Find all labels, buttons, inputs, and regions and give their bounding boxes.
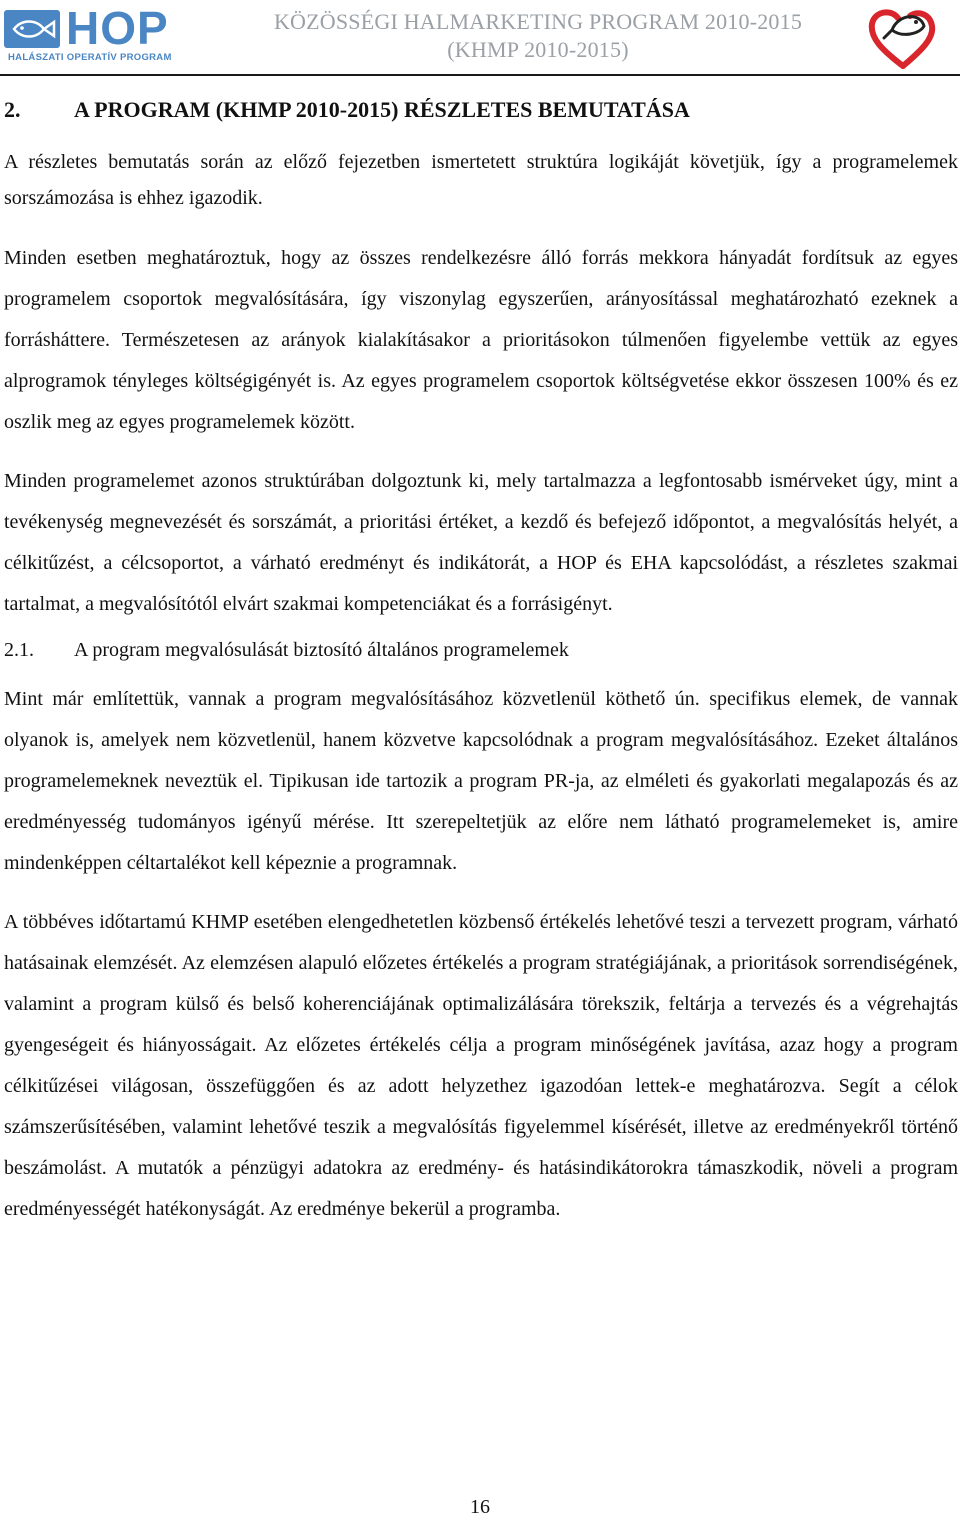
hop-logo-subtitle: HALÁSZATI OPERATÍV PROGRAM	[8, 52, 172, 63]
subsection-number: 2.1.	[4, 639, 34, 661]
header-title-line1: KÖZÖSSÉGI HALMARKETING PROGRAM 2010-2015	[273, 9, 803, 34]
fish-icon	[4, 10, 60, 48]
paragraph: A többéves időtartamú KHMP esetében elengedhetetlen közbenső értékelés lehetővé teszi a tervezett program, várható hatásainak elemzését. Az elemzésen alapuló előzetes értékelés a program stratégiájának, a prioritások sorrendiségének, valamint a program külső és belső koherenciájának optimalizálására törekszik, feltárja a tervezés és a végrehajtás gyengeségeit és hiányosságait. Az előzetes értékelés célja a program minőségének javítása, azaz hogy a program célkitűzései világosan, összefüggően és az adott helyzethez igazodóan lettek-e meghatározva. Segít a célok számszerűsítésében, valamint lehetővé teszik a megvalósítás figyelemmel kísérését, illetve az eredményekről történő beszámolást. A mutatók a pénzügyi adatokra az eredmény- és hatásindikátorokra támaszkodik, növeli a program eredményességét hatékonyságát. Az eredménye bekerül a programba.	[4, 911, 958, 1220]
section-number: 2.	[4, 97, 21, 122]
page-content	[4, 96, 958, 1248]
fish-heart-logo-icon	[862, 4, 944, 70]
page-header	[0, 0, 960, 72]
paragraph: Mint már említettük, vannak a program megvalósításához közvetlenül köthető ún. specifikus elemek, de vannak olyanok is, amelyek nem közvetlenül, hanem közvetve kapcsolódnak a program megvalósításához. Ezeket általános programelemeknek neveztük el. Tipikusan ide tartozik a program PR-ja, az elméleti és gyakorlati megalapozás és az eredményesség tudományos igényű mérése. Itt szerepeltetjük az előre nem látható programelemeket is, amire mindenképpen céltartalékot kell képeznie a programnak.	[4, 688, 958, 874]
header-title	[232, 8, 844, 64]
hop-logo	[4, 2, 176, 66]
subsection-heading	[4, 635, 958, 665]
hop-logo-text: HOP	[66, 2, 169, 54]
paragraph: A részletes bemutatás során az előző fejezetben ismertetett struktúra logikáját követjük, így a programelemek sorszámozása is ehhez igazodik.	[4, 151, 958, 209]
header-divider	[0, 74, 960, 76]
header-title-line2: (KHMP 2010-2015)	[447, 37, 629, 62]
paragraph: Minden esetben meghatároztuk, hogy az összes rendelkezésre álló forrás mekkora hányadát fordítsuk az egyes programelem csoportok megvalósítására, így viszonylag egyszerűen, arányosítással meghatározható ezeknek a forrásháttere. Természetesen az arányok kialakításakor a prioritásokon túlmenően figyelembe vettük az egyes alprogramok tényleges költségigényét is. Az egyes programelem csoportok költségvetése ekkor összesen 100% és ez oszlik meg az egyes programelemek között.	[4, 247, 958, 433]
subsection-title: A program megvalósulását biztosító általános programelemek	[74, 639, 569, 661]
section-heading	[4, 96, 958, 124]
section-title: A PROGRAM (KHMP 2010-2015) RÉSZLETES BEMUTATÁSA	[74, 97, 690, 122]
page-number: 16	[470, 1496, 490, 1518]
paragraph: Minden programelemet azonos struktúrában dolgoztunk ki, mely tartalmazza a legfontosabb ismérveket úgy, mint a tevékenység megnevezését és sorszámát, a prioritási értéket, a kezdő és befejező időpontot, a megvalósítás helyét, a célkitűzést, a célcsoportot, a várható eredményt és indikátorát, a HOP és EHA kapcsolódást, a részletes szakmai tartalmat, a megvalósítótól elvárt szakmai kompetenciákat és a forrásigényt.	[4, 470, 958, 615]
